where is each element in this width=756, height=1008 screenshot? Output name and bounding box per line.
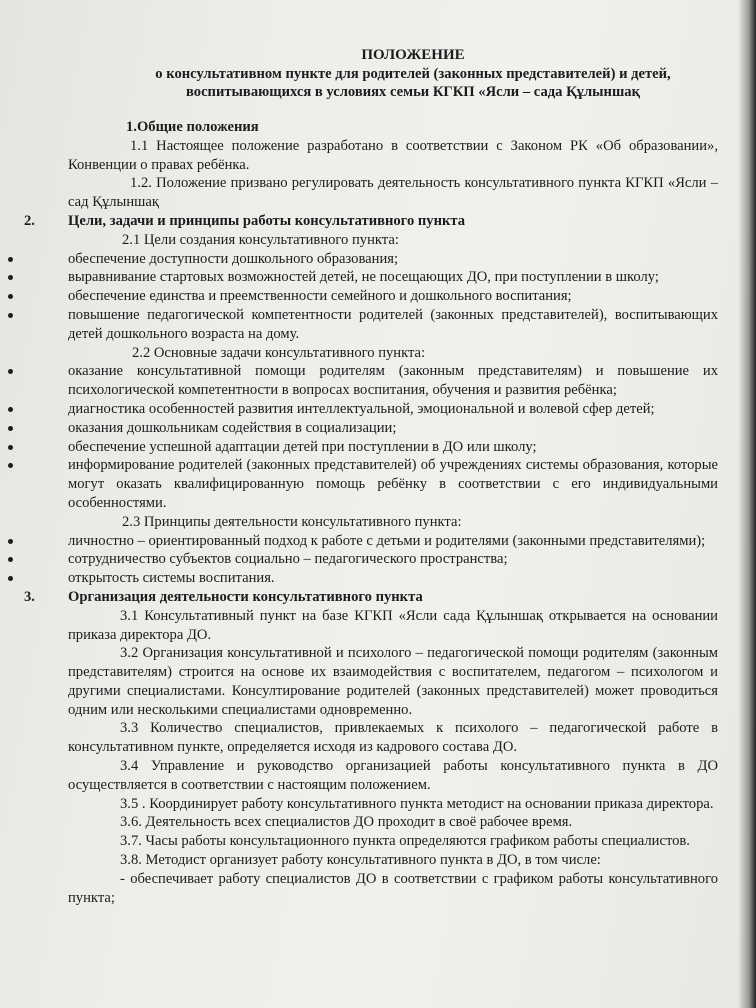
document-subtitle-line-1: о консультативном пункте для родителей (законных представителей) и детей, <box>155 65 671 82</box>
principles-list <box>68 532 718 588</box>
section-2-heading: Цели, задачи и принципы работы консультативного пункта <box>68 212 466 229</box>
list-item: выравнивание стартовых возможностей детей, не посещающих ДО, при поступлении в школу; <box>68 268 718 287</box>
list-item: обеспечение единства и преемственности семейного и дошкольного воспитания; <box>68 287 718 306</box>
section-3-heading-row <box>24 588 718 607</box>
section-3-number: 3. <box>24 588 35 605</box>
section-2-number: 2. <box>24 212 35 229</box>
section-2-heading-row <box>24 212 718 231</box>
paragraph-3-4: 3.4 Управление и руководство организацией работы консультативного пункта в ДО осуществляется в соответствии с настоящим положением. <box>68 758 718 793</box>
goals-list <box>68 250 718 344</box>
paragraph-3-5: 3.5 . Координирует работу консультативного пункта методист на основании приказа директора. <box>120 795 714 812</box>
paragraph-3-7: 3.7. Часы работы консультационного пункта определяются графиком работы специалистов. <box>120 833 690 850</box>
paragraph-3-3: 3.3 Количество специалистов, привлекаемых к психолого – педагогической работе в консультативном пункте, определяется исходя из кадрового состава ДО. <box>68 720 718 756</box>
document-title: ПОЛОЖЕНИЕ <box>361 47 465 63</box>
list-item: оказания дошкольникам содействия в социализации; <box>68 419 718 438</box>
list-item: личностно – ориентированный подход к работе с детьми и родителями (законными представителями); <box>68 532 718 551</box>
list-item: повышение педагогической компетентности родителей (законных представителей), воспитывающих детей дошкольного возраста на дому. <box>68 306 718 342</box>
tasks-list <box>68 362 718 512</box>
paragraph-3-2: 3.2 Организация консультативной и психолого – педагогической помощи родителям (законным представителям) строится на основе их взаимодействия с воспитателем, педагогом – психологом и другими специалистами. Консултирование родителей (законных представителей) может проводиться одним или несколькими специалистами одновременно. <box>68 645 718 718</box>
paragraph-3-1: 3.1 Консультативный пункт на базе КГКП «Ясли сада Құлыншақ открывается на основании приказа директора ДО. <box>68 607 718 643</box>
document-content <box>24 46 718 907</box>
subsection-2-1: 2.1 Цели создания консультативного пункта: <box>122 231 399 248</box>
list-item: обеспечение успешной адаптации детей при поступлении в ДО или школу; <box>68 438 718 457</box>
list-item: информирование родителей (законных представителей) об учреждениях системы образования, которые могут оказать квалифицированную помощь ребёнку в соответствии с его индивидуальными особенностями. <box>68 457 718 511</box>
list-item: обеспечение доступности дошкольного образования; <box>68 250 718 269</box>
page-edge-shadow <box>738 0 756 1008</box>
list-item: оказание консультативной помощи родителям (законным представителям) и повышение их психологической компетентности в вопросах воспитания, обучения и развития ребёнка; <box>68 363 718 399</box>
section-1-heading: 1.Общие положения <box>126 118 259 135</box>
list-item: диагностика особенностей развития интеллектуальной, эмоциональной и волевой сфер детей; <box>68 400 718 419</box>
subsection-2-2: 2.2 Основные задачи консультативного пункта: <box>132 344 426 361</box>
paragraph-3-6: 3.6. Деятельность всех специалистов ДО проходит в своё рабочее время. <box>120 814 573 831</box>
list-item: открытость системы воспитания. <box>68 569 718 588</box>
list-item: сотрудничество субъектов социально – педагогического пространства; <box>68 550 718 569</box>
paragraph-3-8-item: - обеспечивает работу специалистов ДО в соответствии с графиком работы консультативного пункта; <box>68 870 718 906</box>
paragraph-1-1: 1.1 Настоящее положение разработано в соответствии с Законом РК «Об образовании», Конвенции о правах ребёнка. <box>68 137 718 173</box>
subsection-2-3: 2.3 Принципы деятельности консультативного пункта: <box>122 513 462 530</box>
document-subtitle-line-2: воспитывающихся в условиях семьи КГКП «Ясли – сада Құлыншақ <box>186 84 640 101</box>
paragraph-3-8: 3.8. Методист организует работу консультативного пункта в ДО, в том числе: <box>120 852 601 869</box>
paragraph-1-2: 1.2. Положение призвано регулировать деятельность консультативного пункта КГКП «Ясли –сад Құлыншақ <box>68 175 718 211</box>
section-3-heading: Организация деятельности консультативного пункта <box>68 588 423 605</box>
